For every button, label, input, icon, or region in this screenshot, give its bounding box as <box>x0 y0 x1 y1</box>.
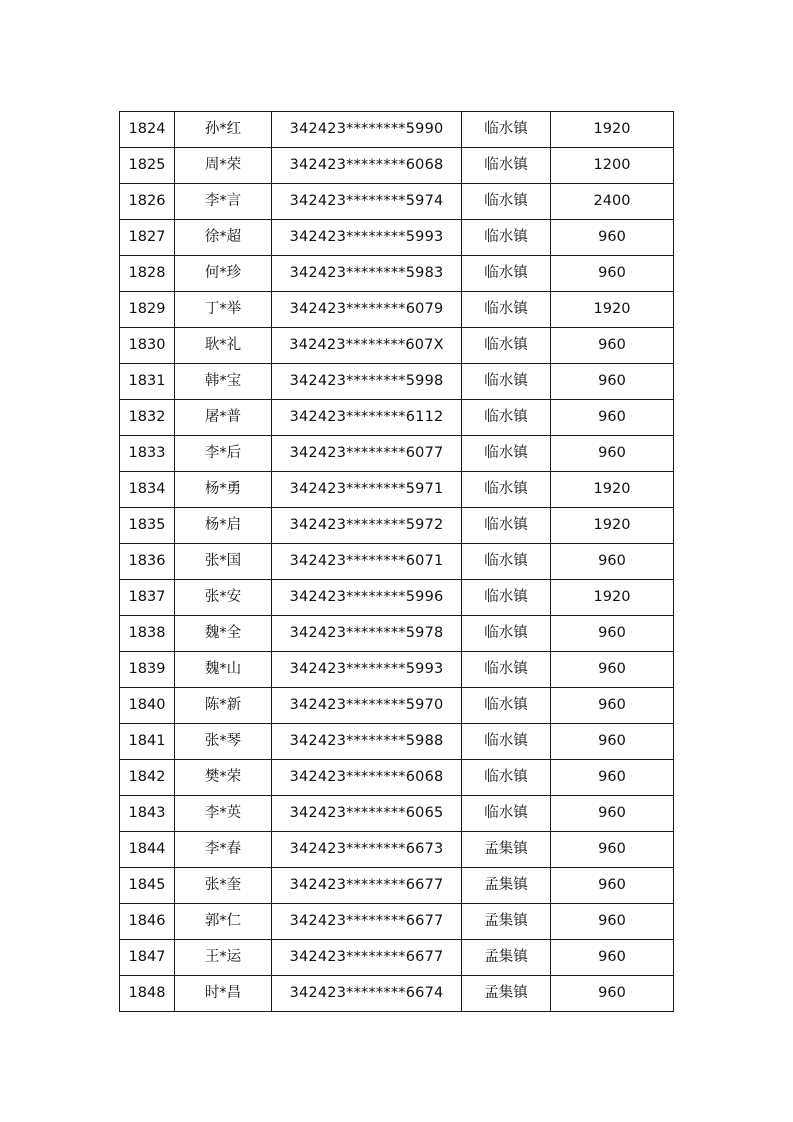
name-cell: 张*国 <box>175 544 272 580</box>
table-row <box>120 544 674 580</box>
row-number-cell: 1836 <box>120 544 175 580</box>
row-number-cell: 1826 <box>120 184 175 220</box>
town-cell: 临水镇 <box>462 292 551 328</box>
name-cell: 周*荣 <box>175 148 272 184</box>
name-cell: 杨*勇 <box>175 472 272 508</box>
town-cell: 临水镇 <box>462 544 551 580</box>
town-cell: 孟集镇 <box>462 832 551 868</box>
row-number-cell: 1845 <box>120 868 175 904</box>
amount-cell: 960 <box>551 364 674 400</box>
amount-cell: 1920 <box>551 580 674 616</box>
name-cell: 魏*全 <box>175 616 272 652</box>
table-row <box>120 112 674 148</box>
row-number-cell: 1829 <box>120 292 175 328</box>
town-cell: 临水镇 <box>462 508 551 544</box>
row-number-cell: 1848 <box>120 976 175 1012</box>
town-cell: 孟集镇 <box>462 868 551 904</box>
town-cell: 临水镇 <box>462 148 551 184</box>
row-number-cell: 1828 <box>120 256 175 292</box>
town-cell: 临水镇 <box>462 220 551 256</box>
amount-cell: 1920 <box>551 472 674 508</box>
amount-cell: 1920 <box>551 112 674 148</box>
name-cell: 丁*举 <box>175 292 272 328</box>
row-number-cell: 1840 <box>120 688 175 724</box>
table-row <box>120 256 674 292</box>
table-row <box>120 616 674 652</box>
table-row <box>120 508 674 544</box>
town-cell: 临水镇 <box>462 400 551 436</box>
amount-cell: 1200 <box>551 148 674 184</box>
town-cell: 临水镇 <box>462 760 551 796</box>
name-cell: 李*后 <box>175 436 272 472</box>
name-cell: 屠*普 <box>175 400 272 436</box>
amount-cell: 960 <box>551 832 674 868</box>
name-cell: 时*昌 <box>175 976 272 1012</box>
town-cell: 临水镇 <box>462 652 551 688</box>
table-row <box>120 364 674 400</box>
row-number-cell: 1837 <box>120 580 175 616</box>
town-cell: 临水镇 <box>462 436 551 472</box>
row-number-cell: 1832 <box>120 400 175 436</box>
name-cell: 张*奎 <box>175 868 272 904</box>
amount-cell: 960 <box>551 688 674 724</box>
row-number-cell: 1847 <box>120 940 175 976</box>
table-row <box>120 220 674 256</box>
id-number-cell: 342423********5996 <box>272 580 462 616</box>
name-cell: 魏*山 <box>175 652 272 688</box>
row-number-cell: 1824 <box>120 112 175 148</box>
town-cell: 临水镇 <box>462 688 551 724</box>
table-row <box>120 580 674 616</box>
id-number-cell: 342423********6068 <box>272 148 462 184</box>
id-number-cell: 342423********6068 <box>272 760 462 796</box>
id-number-cell: 342423********6673 <box>272 832 462 868</box>
id-number-cell: 342423********5974 <box>272 184 462 220</box>
amount-cell: 960 <box>551 940 674 976</box>
name-cell: 李*春 <box>175 832 272 868</box>
id-number-cell: 342423********5993 <box>272 652 462 688</box>
name-cell: 李*言 <box>175 184 272 220</box>
id-number-cell: 342423********6674 <box>272 976 462 1012</box>
row-number-cell: 1843 <box>120 796 175 832</box>
id-number-cell: 342423********6077 <box>272 436 462 472</box>
table-row <box>120 400 674 436</box>
id-number-cell: 342423********5972 <box>272 508 462 544</box>
town-cell: 临水镇 <box>462 256 551 292</box>
amount-cell: 1920 <box>551 508 674 544</box>
id-number-cell: 342423********6677 <box>272 868 462 904</box>
row-number-cell: 1838 <box>120 616 175 652</box>
amount-cell: 960 <box>551 400 674 436</box>
table-row <box>120 904 674 940</box>
amount-cell: 960 <box>551 904 674 940</box>
amount-cell: 2400 <box>551 184 674 220</box>
id-number-cell: 342423********6677 <box>272 940 462 976</box>
table-row <box>120 976 674 1012</box>
table-row <box>120 832 674 868</box>
town-cell: 临水镇 <box>462 364 551 400</box>
table-row <box>120 688 674 724</box>
town-cell: 临水镇 <box>462 580 551 616</box>
amount-cell: 960 <box>551 256 674 292</box>
name-cell: 孙*红 <box>175 112 272 148</box>
id-number-cell: 342423********5978 <box>272 616 462 652</box>
row-number-cell: 1827 <box>120 220 175 256</box>
table-row <box>120 652 674 688</box>
row-number-cell: 1844 <box>120 832 175 868</box>
table-row <box>120 724 674 760</box>
table-row <box>120 940 674 976</box>
id-number-cell: 342423********5998 <box>272 364 462 400</box>
table-row <box>120 472 674 508</box>
id-number-cell: 342423********5983 <box>272 256 462 292</box>
name-cell: 李*英 <box>175 796 272 832</box>
town-cell: 临水镇 <box>462 184 551 220</box>
name-cell: 耿*礼 <box>175 328 272 364</box>
town-cell: 临水镇 <box>462 796 551 832</box>
roster-table <box>119 111 674 1012</box>
name-cell: 王*运 <box>175 940 272 976</box>
amount-cell: 960 <box>551 976 674 1012</box>
id-number-cell: 342423********6079 <box>272 292 462 328</box>
id-number-cell: 342423********5970 <box>272 688 462 724</box>
town-cell: 临水镇 <box>462 472 551 508</box>
table-row <box>120 868 674 904</box>
table-row <box>120 148 674 184</box>
town-cell: 孟集镇 <box>462 904 551 940</box>
amount-cell: 960 <box>551 328 674 364</box>
table-row <box>120 796 674 832</box>
name-cell: 杨*启 <box>175 508 272 544</box>
row-number-cell: 1842 <box>120 760 175 796</box>
name-cell: 韩*宝 <box>175 364 272 400</box>
row-number-cell: 1830 <box>120 328 175 364</box>
id-number-cell: 342423********6112 <box>272 400 462 436</box>
id-number-cell: 342423********5993 <box>272 220 462 256</box>
name-cell: 徐*超 <box>175 220 272 256</box>
amount-cell: 960 <box>551 724 674 760</box>
amount-cell: 960 <box>551 760 674 796</box>
amount-cell: 960 <box>551 652 674 688</box>
roster-table-body <box>120 112 674 1012</box>
amount-cell: 960 <box>551 616 674 652</box>
row-number-cell: 1841 <box>120 724 175 760</box>
id-number-cell: 342423********6065 <box>272 796 462 832</box>
amount-cell: 960 <box>551 220 674 256</box>
name-cell: 张*琴 <box>175 724 272 760</box>
name-cell: 张*安 <box>175 580 272 616</box>
table-row <box>120 184 674 220</box>
town-cell: 孟集镇 <box>462 976 551 1012</box>
id-number-cell: 342423********5990 <box>272 112 462 148</box>
town-cell: 临水镇 <box>462 616 551 652</box>
id-number-cell: 342423********5988 <box>272 724 462 760</box>
id-number-cell: 342423********607X <box>272 328 462 364</box>
id-number-cell: 342423********6071 <box>272 544 462 580</box>
row-number-cell: 1825 <box>120 148 175 184</box>
name-cell: 郭*仁 <box>175 904 272 940</box>
amount-cell: 960 <box>551 544 674 580</box>
row-number-cell: 1834 <box>120 472 175 508</box>
name-cell: 何*珍 <box>175 256 272 292</box>
amount-cell: 960 <box>551 868 674 904</box>
id-number-cell: 342423********6677 <box>272 904 462 940</box>
name-cell: 樊*荣 <box>175 760 272 796</box>
town-cell: 孟集镇 <box>462 940 551 976</box>
id-number-cell: 342423********5971 <box>272 472 462 508</box>
town-cell: 临水镇 <box>462 724 551 760</box>
row-number-cell: 1839 <box>120 652 175 688</box>
row-number-cell: 1831 <box>120 364 175 400</box>
amount-cell: 960 <box>551 796 674 832</box>
row-number-cell: 1846 <box>120 904 175 940</box>
amount-cell: 960 <box>551 436 674 472</box>
table-row <box>120 328 674 364</box>
table-row <box>120 436 674 472</box>
table-row <box>120 292 674 328</box>
row-number-cell: 1835 <box>120 508 175 544</box>
row-number-cell: 1833 <box>120 436 175 472</box>
town-cell: 临水镇 <box>462 328 551 364</box>
amount-cell: 1920 <box>551 292 674 328</box>
table-row <box>120 760 674 796</box>
town-cell: 临水镇 <box>462 112 551 148</box>
name-cell: 陈*新 <box>175 688 272 724</box>
